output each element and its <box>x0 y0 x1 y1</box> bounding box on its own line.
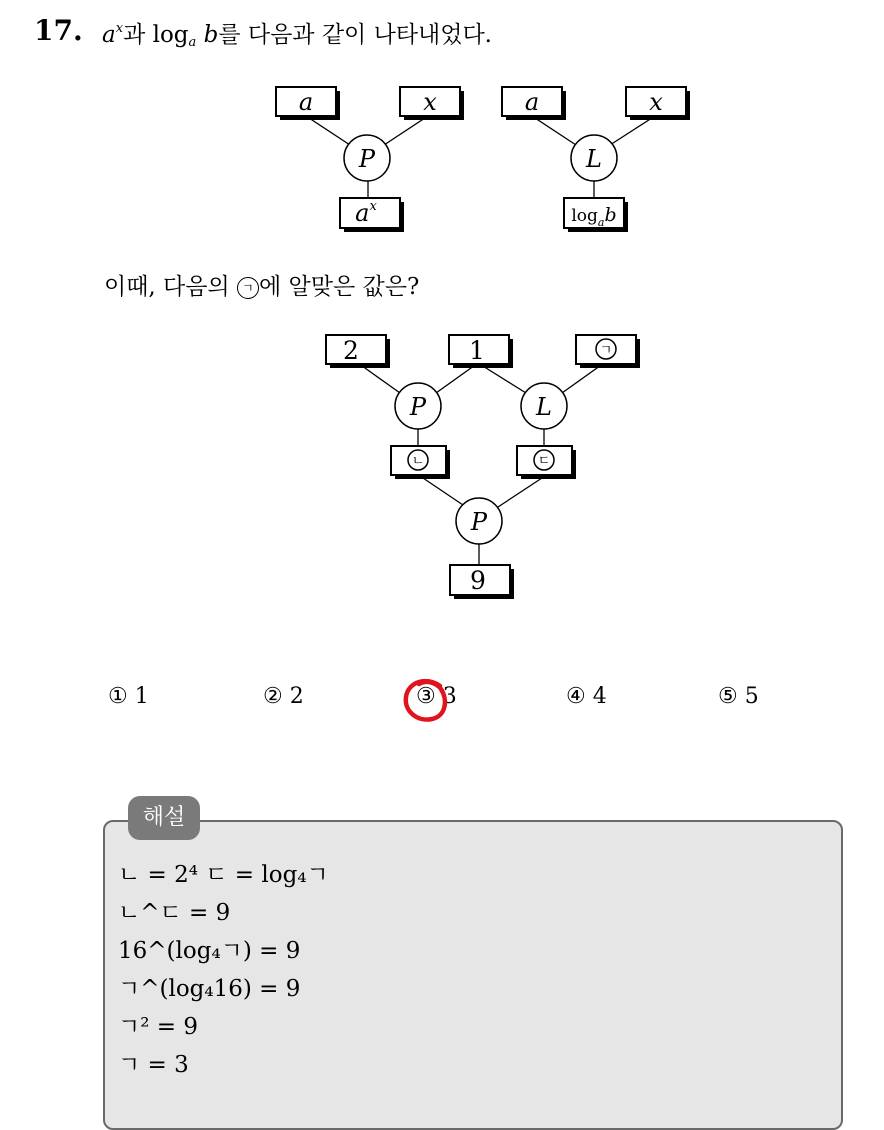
p-node-label: P <box>358 145 376 173</box>
input-value-2: 1 <box>469 336 485 365</box>
input-value-3: ㄱ <box>599 343 613 358</box>
choice-3[interactable]: ③ 3 <box>416 684 457 709</box>
stem-log: log <box>152 22 189 48</box>
input-value-1: 2 <box>343 336 359 365</box>
solution-lines <box>118 856 329 1084</box>
prompt-after: 에 알맞은 값은? <box>259 274 420 300</box>
stem-connector: 과 <box>123 22 146 48</box>
solution-line-2: ㄴ^ㄷ = 9 <box>118 900 231 926</box>
intermediate-value-1: ㄴ <box>411 454 425 469</box>
stem-log-base: a <box>188 35 197 50</box>
final-output-value: 9 <box>470 566 486 595</box>
solution-line-6: ㄱ = 3 <box>118 1052 189 1078</box>
node-label-1: P <box>409 393 427 421</box>
node-label-3: P <box>470 508 488 536</box>
stem-ending: 를 다음과 같이 나타내었다. <box>218 22 492 48</box>
p-input-a: a <box>298 88 314 116</box>
prompt-before: 이때, 다음의 <box>104 274 230 300</box>
choice-2[interactable]: ② 2 <box>263 684 304 709</box>
choice-5[interactable]: ⑤ 5 <box>718 684 759 709</box>
stem-log-arg: b <box>203 22 219 48</box>
l-input-x: x <box>649 88 663 116</box>
solution-line-5: ㄱ² = 9 <box>118 1014 198 1040</box>
stem-exponent-x: x <box>115 21 124 36</box>
solution-line-4: ㄱ^(log₄16) = 9 <box>118 976 301 1002</box>
solution-tag: 해설 <box>128 796 200 840</box>
p-output: $a^x$ <box>355 199 377 227</box>
red-circle-mark <box>406 681 445 719</box>
l-input-a: a <box>524 88 540 116</box>
choice-1[interactable]: ① 1 <box>108 684 149 709</box>
solution-line-1: ㄴ = 2⁴ ㄷ = log₄ㄱ <box>118 862 329 888</box>
stem-base-a: a <box>102 22 116 48</box>
question-number: 17. <box>34 14 83 47</box>
intermediate-value-2: ㄷ <box>537 454 551 469</box>
choice-4[interactable]: ④ 4 <box>566 684 607 709</box>
p-input-x: x <box>423 88 437 116</box>
l-output: $\log_ab$ <box>571 204 617 229</box>
l-node-label: L <box>586 145 602 173</box>
solution-line-3: 16^(log₄ㄱ) = 9 <box>118 938 301 964</box>
giyeok-mark: ㄱ <box>237 277 259 299</box>
node-label-2: L <box>536 393 552 421</box>
